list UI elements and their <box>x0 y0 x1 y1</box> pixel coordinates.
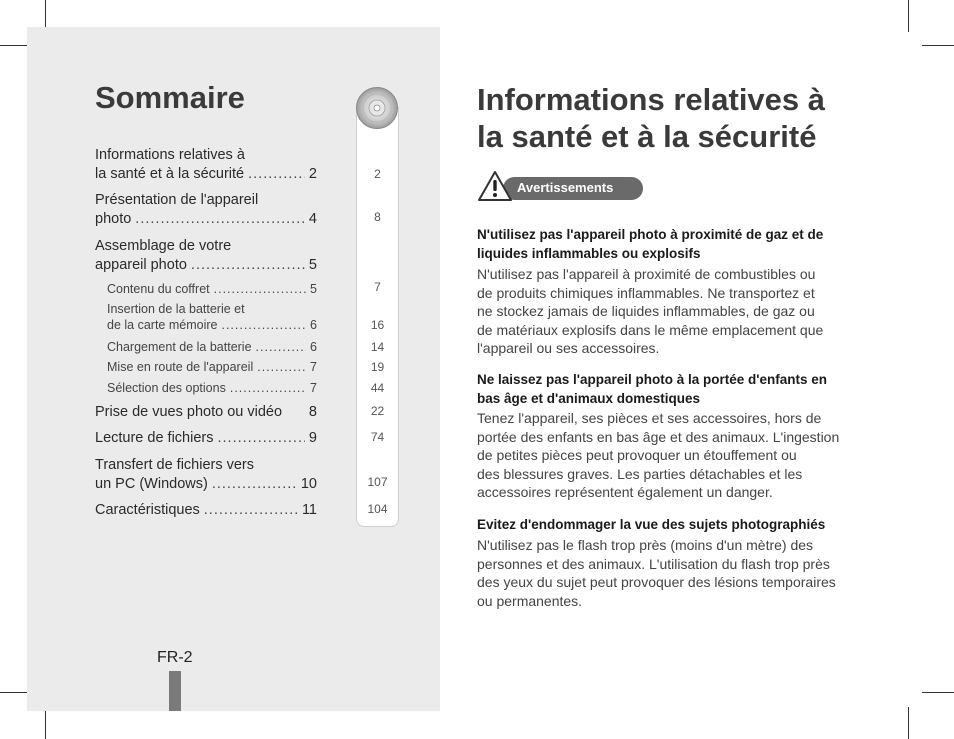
dot-leader <box>217 429 304 448</box>
crop-mark <box>908 0 909 32</box>
crop-mark <box>908 707 909 739</box>
cd-page-number: 107 <box>367 475 388 489</box>
toc-entry-transfer[interactable] <box>95 456 317 494</box>
body-line: accessoires représentent également un danger. <box>477 484 773 500</box>
crop-mark <box>45 707 46 739</box>
cd-manual-reference <box>356 87 399 527</box>
body-line: N'utilisez pas le flash trop près (moins d'un mètre) des <box>477 537 814 553</box>
cd-page-number: 8 <box>374 210 381 224</box>
dot-leader <box>221 317 306 333</box>
section-heading-line: N'utilisez pas l'appareil photo à proximité de gaz et de <box>477 227 824 242</box>
toc-subentry-line: de la carte mémoire <box>107 318 218 332</box>
toc-page-number: 4 <box>308 211 317 227</box>
toc-subentry-line: Sélection des options <box>107 381 226 395</box>
cd-page-number: 2 <box>374 167 381 181</box>
page-number-label: FR-2 <box>157 649 193 666</box>
toc-page-number: 5 <box>308 257 317 273</box>
section-heading-line: liquides inflammables ou explosifs <box>477 245 701 261</box>
page-tab-marker <box>169 671 181 711</box>
toc-entry-shooting[interactable] <box>95 403 317 422</box>
body-line: des yeux du sujet peut provoquer des lésions temporaires <box>477 574 836 590</box>
toc-entry-assembly[interactable] <box>95 237 317 275</box>
section-heading-line: Evitez d'endommager la vue des sujets photographiés <box>477 517 826 532</box>
body-line: de produits chimiques inflammables. Ne transportez et <box>477 284 815 301</box>
toc-entry-line: la santé et à la sécurité <box>95 166 245 182</box>
section-body <box>477 536 857 610</box>
toc-entry-line: Lecture de fichiers <box>95 430 214 446</box>
cd-page-number: 104 <box>367 502 388 516</box>
dot-leader <box>248 165 305 184</box>
body-line: portée des enfants en bas âge et des animaux. L'ingestion <box>477 428 840 445</box>
toc-subentry-line: Contenu du coffret <box>107 282 210 296</box>
safety-title-line: Informations relatives à <box>477 82 826 117</box>
toc-entry-line: Présentation de l'appareil <box>95 192 259 208</box>
toc-page-number: 11 <box>301 502 317 518</box>
body-line: des blessures graves. Les parties détachables et les <box>477 465 803 482</box>
toc-page-number: 6 <box>310 318 317 332</box>
toc-subentry-line: Chargement de la batterie <box>107 340 252 354</box>
dot-leader <box>191 256 305 275</box>
body-line: ne stockez jamais de liquides inflammables, de gaz ou <box>477 303 815 319</box>
toc-entry-line: Caractéristiques <box>95 502 200 518</box>
toc-entry-health[interactable] <box>95 146 317 184</box>
safety-title-line: la santé et à la sécurité <box>477 119 817 154</box>
toc-entry-specifications[interactable] <box>95 501 317 520</box>
dot-leader <box>256 339 307 355</box>
toc-subentry-charging[interactable] <box>107 339 317 355</box>
dot-leader <box>212 475 297 494</box>
toc-page-number: 10 <box>300 476 317 492</box>
dot-leader <box>214 281 306 297</box>
toc-subentry-box-contents[interactable] <box>107 281 317 297</box>
section-body <box>477 409 857 502</box>
safety-title <box>477 81 897 155</box>
body-line: de petites pièces peut provoquer un étouffement ou <box>477 447 797 463</box>
dot-leader <box>204 501 298 520</box>
body-line: personnes et des animaux. L'utilisation du flash trop près <box>477 555 830 572</box>
toc-page-number: 6 <box>310 340 317 354</box>
toc-entry-line: un PC (Windows) <box>95 476 208 492</box>
warning-triangle-icon <box>477 170 513 202</box>
toc-entry-line: appareil photo <box>95 257 187 273</box>
toc-subentry-options[interactable] <box>107 380 317 396</box>
dot-leader <box>257 359 306 375</box>
toc-entry-playback[interactable] <box>95 429 317 448</box>
toc-page-number: 2 <box>308 166 317 182</box>
body-line: ou permanentes. <box>477 592 583 609</box>
contents-title: Sommaire <box>95 80 245 115</box>
cd-page-number: 22 <box>370 404 385 418</box>
crop-mark <box>922 692 954 693</box>
section-body <box>477 265 857 358</box>
toc-subentry-line: Mise en route de l'appareil <box>107 360 254 374</box>
body-line: de matériaux explosifs dans le même emplacement que <box>477 321 824 338</box>
body-line: Tenez l'appareil, ses pièces et ses accessoires, hors de <box>477 410 822 426</box>
cd-page-number: 74 <box>370 430 385 444</box>
body-line: l'appareil ou ses accessoires. <box>477 340 660 356</box>
toc-entry-line: Transfert de fichiers vers <box>95 457 255 473</box>
section-heading <box>477 226 857 263</box>
body-line: N'utilisez pas l'appareil à proximité de combustibles ou <box>477 266 816 282</box>
cd-page-number: 19 <box>370 360 385 374</box>
toc-subentry-power-on[interactable] <box>107 359 317 375</box>
crop-mark <box>922 45 954 46</box>
cd-disc-icon <box>356 87 398 129</box>
toc-page-number: 8 <box>308 404 317 420</box>
section-heading-line: Ne laissez pas l'appareil photo à la portée d'enfants en <box>477 372 828 387</box>
section-heading <box>477 516 857 535</box>
cd-page-number: 7 <box>374 280 381 294</box>
toc-subentry-battery-card[interactable] <box>107 301 317 333</box>
toc-entry-presentation[interactable] <box>95 191 317 229</box>
toc-entry-line: Assemblage de votre <box>95 238 232 254</box>
warning-label: Avertissements <box>517 180 614 195</box>
toc-page-number: 9 <box>308 430 317 446</box>
section-heading-line: bas âge et d'animaux domestiques <box>477 390 701 406</box>
dot-leader <box>230 380 306 396</box>
cd-page-number: 14 <box>370 340 385 354</box>
toc-entry-line: photo <box>95 211 132 227</box>
toc-subentry-line: Insertion de la batterie et <box>107 302 245 316</box>
dot-leader <box>135 210 305 229</box>
toc-page-number: 7 <box>310 360 317 374</box>
toc-page-number: 7 <box>310 381 317 395</box>
section-heading <box>477 371 857 408</box>
toc-entry-line: Prise de vues photo ou vidéo <box>95 404 283 420</box>
cd-page-number: 44 <box>370 381 385 395</box>
cd-page-number: 16 <box>370 318 385 332</box>
toc-page-number: 5 <box>310 282 317 296</box>
toc-entry-line: Informations relatives à <box>95 147 245 163</box>
